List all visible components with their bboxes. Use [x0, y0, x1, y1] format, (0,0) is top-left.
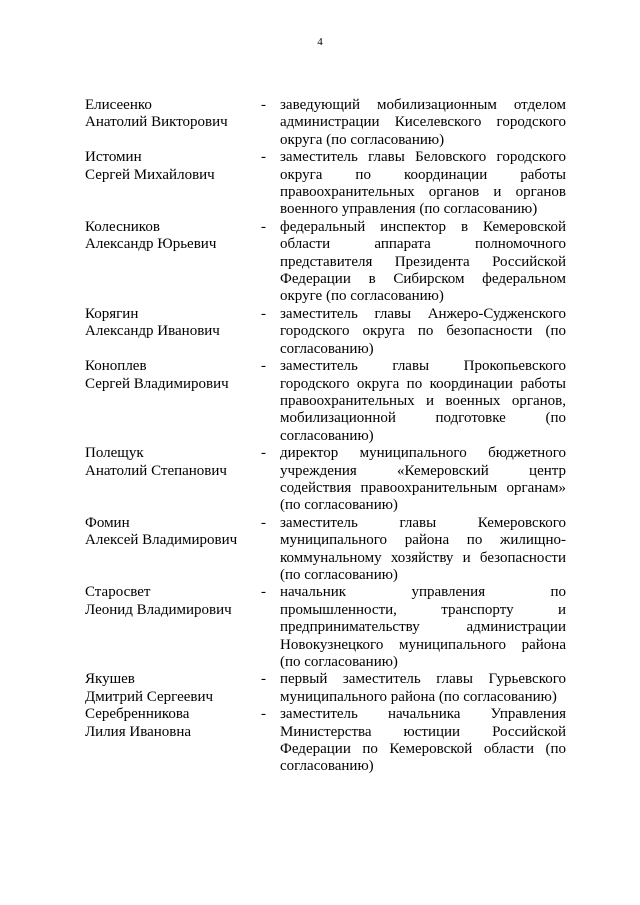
position-description	[280, 671, 566, 706]
person-name	[85, 358, 258, 445]
surname: Старосвет	[85, 584, 151, 601]
position-description	[280, 219, 566, 306]
position-line: представителя Президента Российской	[280, 253, 566, 270]
surname: Елисеенко	[85, 97, 152, 113]
list-item	[85, 97, 566, 149]
given-names: Анатолий Викторович	[85, 114, 228, 131]
person-name	[85, 149, 258, 219]
list-item	[85, 706, 566, 776]
dash-separator: -	[261, 584, 266, 601]
person-name	[85, 445, 258, 515]
position-line: правоохранительных органов и органов	[280, 184, 566, 201]
dash-separator: -	[261, 445, 266, 462]
position-line: правоохранительных и военных органов,	[280, 392, 566, 409]
position-line: заведующий мобилизационным отделом	[280, 97, 566, 113]
person-name	[85, 306, 258, 358]
position-description	[280, 515, 566, 585]
position-line: округе (по согласованию)	[280, 288, 444, 305]
position-description	[280, 306, 566, 358]
list-item	[85, 671, 566, 706]
position-line: коммунальному хозяйству и безопасности	[280, 549, 566, 566]
position-description	[280, 584, 566, 671]
position-line: Федерации в Сибирском федеральном	[280, 271, 566, 288]
position-line: начальник управления по	[280, 584, 566, 601]
position-line: (по согласованию)	[280, 566, 398, 583]
position-line: военного управления (по согласованию)	[280, 201, 538, 218]
surname: Истомин	[85, 149, 142, 166]
position-line: федеральный инспектор в Кемеровской	[280, 218, 566, 235]
given-names: Леонид Владимирович	[85, 601, 232, 618]
position-line: администрации Киселевского городского	[280, 114, 566, 131]
given-names: Алексей Владимирович	[85, 532, 238, 549]
position-line: заместитель главы Анжеро-Судженского	[280, 305, 566, 322]
person-name	[85, 706, 258, 776]
position-line: области аппарата полномочного	[280, 236, 566, 253]
dash-separator: -	[261, 97, 266, 113]
surname: Полещук	[85, 445, 144, 462]
person-name	[85, 671, 258, 706]
position-description	[280, 149, 566, 219]
given-names: Сергей Михайлович	[85, 166, 215, 183]
given-names: Анатолий Степанович	[85, 462, 227, 479]
position-line: муниципального района (по согласованию)	[280, 688, 557, 705]
list-item	[85, 584, 566, 671]
person-name	[85, 584, 258, 671]
position-line: согласованию)	[280, 758, 374, 775]
position-line: учреждения «Кемеровский центр	[280, 462, 566, 479]
dash-separator: -	[261, 706, 266, 723]
given-names: Александр Иванович	[85, 323, 220, 340]
given-names: Александр Юрьевич	[85, 236, 217, 253]
list-item	[85, 445, 566, 515]
position-line: городского округа по безопасности (по	[280, 323, 566, 340]
position-line: Новокузнецкого муниципального района	[280, 636, 566, 653]
dash-separator: -	[261, 671, 266, 688]
list-item	[85, 306, 566, 358]
person-name	[85, 219, 258, 306]
position-line: предпринимательству администрации	[280, 619, 566, 636]
list-item	[85, 149, 566, 219]
person-name	[85, 515, 258, 585]
position-line: заместитель начальника Управления	[280, 706, 566, 723]
position-description	[280, 445, 566, 515]
position-line: согласованию)	[280, 427, 374, 444]
position-line: округа по координации работы	[280, 166, 566, 183]
list-item	[85, 515, 566, 585]
position-line: Министерства юстиции Российской	[280, 723, 566, 740]
position-line: (по согласованию)	[280, 497, 398, 514]
page-number: 4	[317, 36, 323, 48]
given-names: Дмитрий Сергеевич	[85, 688, 214, 705]
position-line: первый заместитель главы Гурьевского	[280, 671, 566, 688]
member-list	[85, 97, 566, 776]
position-description	[280, 358, 566, 445]
given-names: Сергей Владимирович	[85, 375, 229, 392]
position-line: мобилизационной подготовке (по	[280, 410, 566, 427]
dash-separator: -	[261, 149, 266, 166]
position-line: (по согласованию)	[280, 654, 398, 670]
surname: Якушев	[85, 671, 135, 688]
list-item	[85, 358, 566, 445]
position-line: заместитель главы Беловского городского	[280, 149, 566, 166]
surname: Фомин	[85, 514, 130, 531]
position-line: округа (по согласованию)	[280, 131, 445, 148]
given-names: Лилия Ивановна	[85, 723, 192, 740]
dash-separator: -	[261, 218, 266, 235]
position-line: промышленности, транспорту и	[280, 601, 566, 618]
position-line: согласованию)	[280, 340, 374, 357]
dash-separator: -	[261, 358, 266, 375]
surname: Колесников	[85, 218, 160, 235]
surname: Серебренникова	[85, 706, 190, 723]
position-description	[280, 706, 566, 776]
position-line: заместитель главы Прокопьевского	[280, 358, 566, 375]
person-name	[85, 97, 258, 149]
position-line: директор муниципального бюджетного	[280, 445, 566, 462]
dash-separator: -	[261, 305, 266, 322]
surname: Коноплев	[85, 358, 147, 375]
dash-separator: -	[261, 514, 266, 531]
position-description	[280, 97, 566, 149]
surname: Корягин	[85, 305, 139, 322]
position-line: заместитель главы Кемеровского	[280, 514, 566, 531]
position-line: Федерации по Кемеровской области (по	[280, 741, 566, 758]
position-line: городского округа по координации работы	[280, 375, 566, 392]
position-line: содействия правоохранительным органам»	[280, 479, 566, 496]
position-line: муниципального района по жилищно-	[280, 532, 566, 549]
list-item	[85, 219, 566, 306]
